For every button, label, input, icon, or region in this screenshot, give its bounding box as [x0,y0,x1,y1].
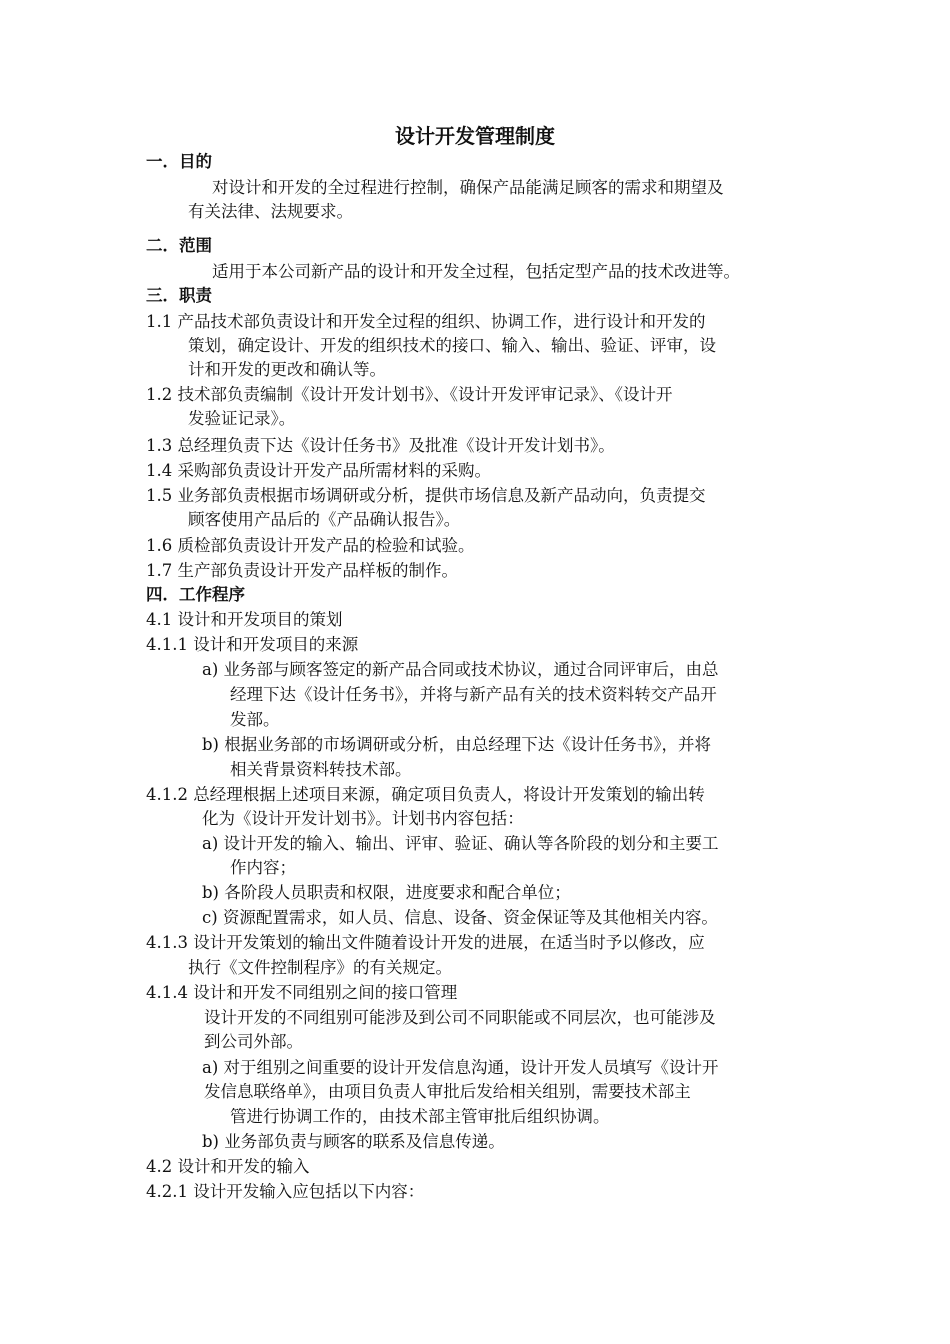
paragraph-line: 1.7 生产部负责设计开发产品样板的制作。 [146,561,458,580]
list-item: a) 业务部与顾客签定的新产品合同或技术协议，通过合同评审后，由总 [202,660,719,679]
list-item: b) 各阶段人员职责和权限，进度要求和配合单位； [202,883,571,902]
paragraph-line: 计和开发的更改和确认等。 [188,360,386,379]
list-item: c) 资源配置需求，如人员、信息、设备、资金保证等及其他相关内容。 [202,908,718,927]
list-item-continuation: 作内容； [230,858,296,877]
paragraph-line: 执行《文件控制程序》的有关规定。 [188,958,452,977]
paragraph-line: 到公司外部。 [204,1032,303,1051]
paragraph-line: 4.1.3 设计开发策划的输出文件随着设计开发的进展，在适当时予以修改，应 [146,933,705,952]
subsection-heading: 4.1.4 设计和开发不同组别之间的接口管理 [146,983,458,1002]
list-item-continuation: 发信息联络单》，由项目负责人审批后发给相关组别，需要技术部主 [204,1082,691,1101]
list-item-continuation: 相关背景资料转技术部。 [230,760,412,779]
list-item-continuation: 经理下达《设计任务书》，并将与新产品有关的技术资料转交产品开 [230,685,717,704]
list-item: b) 根据业务部的市场调研或分析，由总经理下达《设计任务书》，并将 [202,735,711,754]
paragraph-line: 1.1 产品技术部负责设计和开发全过程的组织、协调工作，进行设计和开发的 [146,312,706,331]
paragraph-line: 策划，确定设计、开发的组织技术的接口、输入、输出、验证、评审，设 [188,336,716,355]
paragraph-line: 4.1.2 总经理根据上述项目来源，确定项目负责人，将设计开发策划的输出转 [146,785,705,804]
paragraph-line: 适用于本公司新产品的设计和开发全过程，包括定型产品的技术改进等。 [212,262,740,281]
document-title: 设计开发管理制度 [395,124,555,148]
paragraph-line: 对设计和开发的全过程进行控制，确保产品能满足顾客的需求和期望及 [212,178,724,197]
list-item-continuation: 发部。 [230,710,280,729]
section-heading-scope: 二．范围 [146,236,212,255]
list-item: a) 对于组别之间重要的设计开发信息沟通，设计开发人员填写《设计开 [202,1058,719,1077]
list-item-continuation: 管进行协调工作的，由技术部主管审批后组织协调。 [230,1107,610,1126]
subsection-heading: 4.2.1 设计开发输入应包括以下内容： [146,1182,425,1201]
list-item: a) 设计开发的输入、输出、评审、验证、确认等各阶段的划分和主要工 [202,834,719,853]
paragraph-line: 发验证记录》。 [188,409,296,428]
paragraph-line: 1.2 技术部负责编制《设计开发计划书》、《设计开发评审记录》、《设计开 [146,385,673,404]
paragraph-line: 设计开发的不同组别可能涉及到公司不同职能或不同层次，也可能涉及 [204,1008,716,1027]
section-heading-purpose: 一．目的 [146,152,212,171]
list-item: b) 业务部负责与顾客的联系及信息传递。 [202,1132,505,1151]
paragraph-line: 有关法律、法规要求。 [188,202,353,221]
subsection-heading: 4.1 设计和开发项目的策划 [146,610,343,629]
section-heading-procedure: 四．工作程序 [146,585,245,604]
paragraph-line: 化为《设计开发计划书》。计划书内容包括： [202,809,524,828]
subsection-heading: 4.1.1 设计和开发项目的来源 [146,635,359,654]
paragraph-line: 1.4 采购部负责设计开发产品所需材料的采购。 [146,461,491,480]
section-heading-responsibilities: 三．职责 [146,286,212,305]
paragraph-line: 顾客使用产品后的《产品确认报告》。 [188,510,461,529]
subsection-heading: 4.2 设计和开发的输入 [146,1157,310,1176]
paragraph-line: 1.3 总经理负责下达《设计任务书》及批准《设计开发计划书》。 [146,436,615,455]
paragraph-line: 1.6 质检部负责设计开发产品的检验和试验。 [146,536,475,555]
paragraph-line: 1.5 业务部负责根据市场调研或分析，提供市场信息及新产品动向，负责提交 [146,486,706,505]
